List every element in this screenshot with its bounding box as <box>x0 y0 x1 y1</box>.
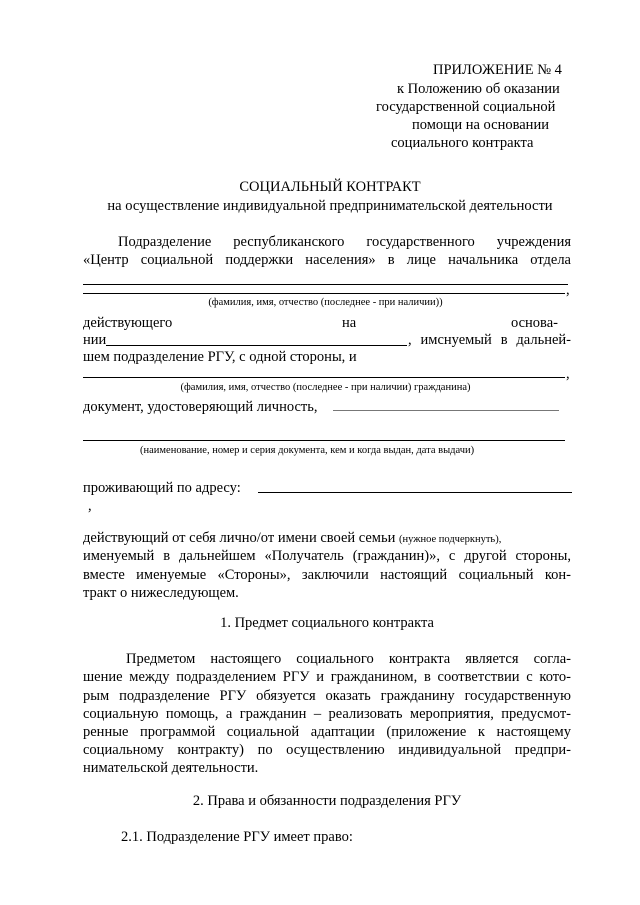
basis-rest: , имснуемый в дальней- <box>408 332 571 348</box>
contract-subtitle: на осуществление индивидуальной предпринимательской деятельности <box>107 198 553 214</box>
section-1-line-3: рым подразделение РГУ обязуется оказать гражданину государственную <box>83 688 571 704</box>
self-line-2: именуемый в дальнейшем «Получатель (гражданин)», с другой стороны, <box>83 548 571 564</box>
comma-3: , <box>88 498 92 514</box>
basis-fill-line <box>106 345 407 346</box>
hint-head-name: (фамилия, имя, отчество (последнее - при наличии)) <box>208 297 443 308</box>
section-1-line-6: социальному контракту) по осуществлению индивидуальной предпри- <box>83 742 571 758</box>
self-line-1-text: действующий от себя лично/от имени своей семьи <box>83 530 396 546</box>
section-2-1-text: 2.1. Подразделение РГУ имеет право: <box>121 829 353 845</box>
acting-on-word: на <box>342 315 357 331</box>
address-line <box>258 492 572 493</box>
section-1-line-4: социальную помощь, а гражданин – реализовать мероприятия, предусмот- <box>83 706 571 722</box>
self-line-1 <box>83 529 501 547</box>
acting-word: действующего <box>83 315 173 331</box>
document-details-line <box>83 440 565 441</box>
party-line: шем подразделение РГУ, с одной стороны, и <box>83 349 357 365</box>
self-line-4: тракт о нижеследующем. <box>83 585 239 601</box>
appendix-title: ПРИЛОЖЕНИЕ № 4 <box>433 62 562 78</box>
appendix-line-2: государственной социальной <box>376 99 556 115</box>
section-2-heading: 2. Права и обязанности подразделения РГУ <box>192 793 462 809</box>
comma-1: , <box>566 282 570 298</box>
acting-basis-word: основа- <box>511 315 558 331</box>
id-document-label: документ, удостоверяющий личность, <box>83 399 318 415</box>
intro-line-1: Подразделение республиканского государственного учреждения <box>118 234 571 250</box>
id-document-line <box>333 410 559 411</box>
intro-line-2: «Центр социальной поддержки населения» в лице начальника отдела <box>83 252 571 268</box>
appendix-line-4: социального контракта <box>391 135 534 151</box>
head-name-line-1 <box>83 284 568 285</box>
citizen-name-line <box>83 377 565 378</box>
self-line-3: вместе именуемые «Стороны», заключили настоящий социальный кон- <box>83 567 571 583</box>
section-1-line-1: Предметом настоящего социального контракта является согла- <box>126 651 571 667</box>
section-1-line-7: нимательской деятельности. <box>83 760 259 776</box>
basis-word: нии <box>83 332 107 348</box>
address-label: проживающий по адресу: <box>83 480 241 496</box>
self-line-1-hint: (нужное подчеркнуть), <box>398 534 502 545</box>
comma-2: , <box>566 366 570 382</box>
hint-document-details: (наименование, номер и серия документа, кем и когда выдан, дата выдачи) <box>140 445 475 456</box>
section-1-line-5: ренные программой социальной адаптации (приложение к настоящему <box>83 724 571 740</box>
head-name-line-2 <box>83 293 565 294</box>
appendix-line-3: помощи на основании <box>412 117 549 133</box>
appendix-line-1: к Положению об оказании <box>397 81 560 97</box>
section-1-line-2: шение между подразделением РГУ и гражданином, в соответствии с кото- <box>83 669 571 685</box>
section-1-heading: 1. Предмет социального контракта <box>220 615 434 631</box>
contract-title: СОЦИАЛЬНЫЙ КОНТРАКТ <box>239 179 421 195</box>
hint-citizen-name: (фамилия, имя, отчество (последнее - при наличии) гражданина) <box>180 382 471 393</box>
